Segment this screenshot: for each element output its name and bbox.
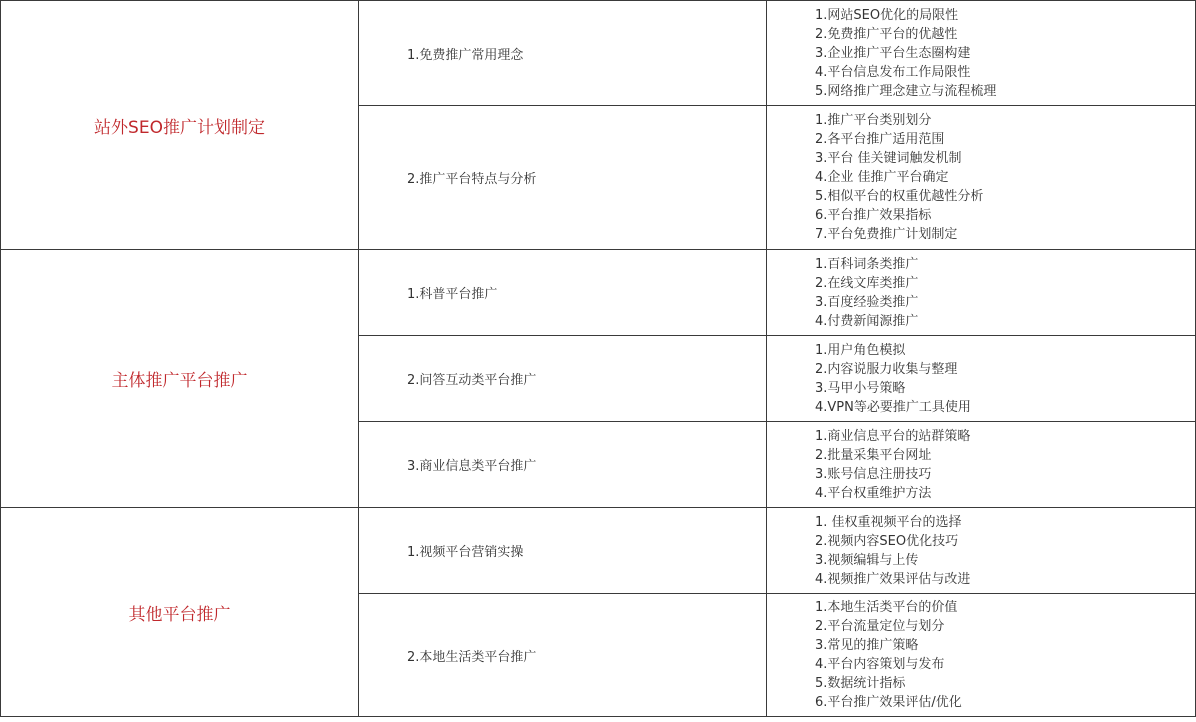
table-row	[1, 508, 1196, 594]
table-row	[1, 250, 1196, 336]
list-item: 5.相似平台的权重优越性分析	[815, 189, 984, 204]
subtopic-cell: 2.推广平台特点与分析	[359, 106, 767, 250]
items-cell	[767, 106, 1196, 250]
subtopic-cell: 2.问答互动类平台推广	[359, 336, 767, 422]
list-item: 5.网络推广理念建立与流程梳理	[815, 83, 997, 99]
category-cell: 其他平台推广	[1, 508, 359, 717]
list-item: 1.用户角色模拟	[815, 342, 906, 358]
list-item: 3.视频编辑与上传	[815, 552, 919, 568]
list-item: 5.数据统计指标	[815, 676, 906, 691]
subtopic-cell: 1.科普平台推广	[359, 250, 767, 336]
list-item: 3.平台 佳关键词触发机制	[815, 151, 962, 166]
items-cell	[767, 508, 1196, 594]
subtopic-cell: 1.视频平台营销实操	[359, 508, 767, 594]
list-item: 3.常见的推广策略	[815, 638, 919, 653]
list-item: 6.平台推广效果指标	[815, 208, 932, 223]
list-item: 1.网站SEO优化的局限性	[815, 7, 959, 23]
items-cell	[767, 594, 1196, 717]
list-item: 3.企业推广平台生态圈构建	[815, 45, 971, 61]
list-item: 1. 佳权重视频平台的选择	[815, 514, 962, 530]
subtopic-cell: 1.免费推广常用理念	[359, 1, 767, 106]
list-item: 4.平台内容策划与发布	[815, 657, 945, 672]
list-item: 7.平台免费推广计划制定	[815, 227, 958, 242]
list-item: 1.本地生活类平台的价值	[815, 600, 958, 615]
list-item: 1.百科词条类推广	[815, 256, 919, 272]
list-item: 2.视频内容SEO优化技巧	[815, 533, 959, 549]
list-item: 4.平台信息发布工作局限性	[815, 64, 971, 80]
items-cell	[767, 1, 1196, 106]
list-item: 1.推广平台类别划分	[815, 113, 932, 128]
list-item: 3.马甲小号策略	[815, 380, 906, 396]
items-cell	[767, 422, 1196, 508]
list-item: 3.百度经验类推广	[815, 294, 919, 310]
list-item: 2.各平台推广适用范围	[815, 132, 945, 147]
list-item: 2.内容说服力收集与整理	[815, 361, 958, 377]
list-item: 2.在线文库类推广	[815, 275, 919, 291]
list-item: 4.企业 佳推广平台确定	[815, 170, 949, 185]
list-item: 4.付费新闻源推广	[815, 313, 919, 329]
subtopic-cell: 2.本地生活类平台推广	[359, 594, 767, 717]
category-cell: 主体推广平台推广	[1, 250, 359, 508]
items-cell	[767, 250, 1196, 336]
list-item: 4.平台权重维护方法	[815, 485, 932, 501]
list-item: 4.VPN等必要推广工具使用	[815, 399, 971, 415]
list-item: 2.平台流量定位与划分	[815, 619, 945, 634]
list-item: 2.批量采集平台网址	[815, 447, 932, 463]
items-cell	[767, 336, 1196, 422]
category-cell: 站外SEO推广计划制定	[1, 1, 359, 250]
list-item: 6.平台推广效果评估/优化	[815, 695, 962, 710]
list-item: 1.商业信息平台的站群策略	[815, 428, 971, 444]
subtopic-cell: 3.商业信息类平台推广	[359, 422, 767, 508]
table-row	[1, 1, 1196, 106]
list-item: 3.账号信息注册技巧	[815, 466, 932, 482]
list-item: 4.视频推广效果评估与改进	[815, 571, 971, 587]
list-item: 2.免费推广平台的优越性	[815, 26, 958, 42]
